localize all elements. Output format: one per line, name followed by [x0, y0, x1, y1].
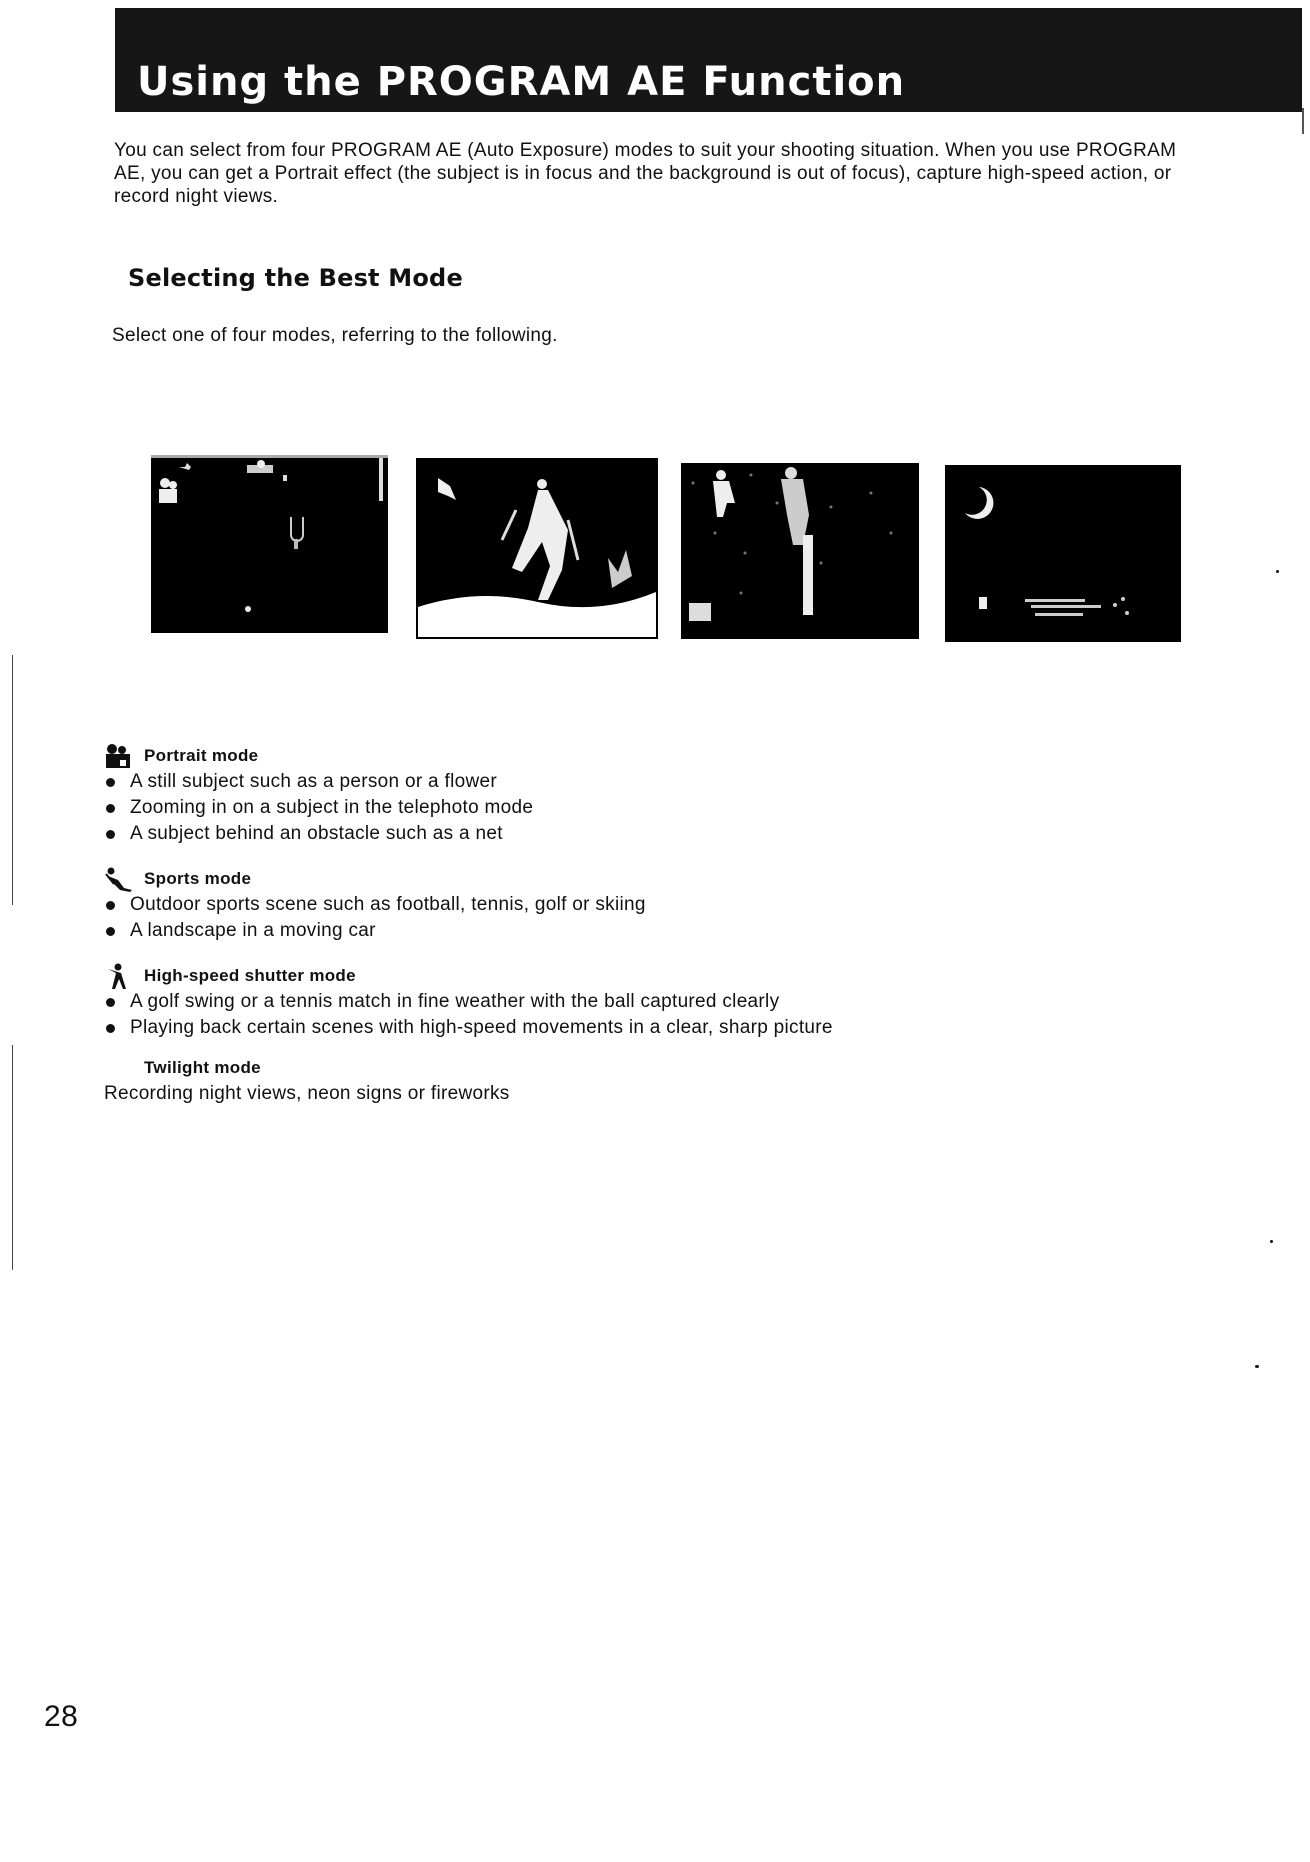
scan-speck [1270, 1240, 1273, 1243]
bullet-icon [106, 778, 115, 787]
section-heading: Selecting the Best Mode [128, 264, 463, 292]
bullet-icon [106, 901, 115, 910]
high-speed-shutter-mode-list [104, 989, 833, 1041]
sports-icon [104, 866, 134, 892]
scan-margin-line [12, 655, 13, 905]
portrait-icon [104, 743, 134, 769]
bullet-icon [106, 830, 115, 839]
sports-mode-list [104, 892, 646, 944]
sports-mode-section [104, 866, 646, 944]
scan-margin-line [12, 1045, 13, 1270]
twilight-icon [104, 1055, 134, 1081]
portrait-mode-section [104, 743, 533, 847]
bullet-icon [106, 927, 115, 936]
twilight-mode-description: Recording night views, neon signs or fireworks [104, 1083, 510, 1104]
bullet-icon [106, 998, 115, 1007]
scan-speck [1255, 1365, 1259, 1368]
title-bar [115, 8, 1302, 112]
portrait-mode-title: Portrait mode [144, 746, 259, 765]
intro-paragraph: You can select from four PROGRAM AE (Auto Exposure) modes to suit your shooting situation. When you use PROGRAM AE, you can get a Portrait effect (the subject is in focus and the background is out of focus), capture high-speed action, or record night views. [114, 140, 1177, 207]
sports-mode-photo [416, 458, 658, 639]
title-bar-tick [1302, 108, 1304, 134]
list-item: A golf swing or a tennis match in fine weather with the ball captured clearly [104, 989, 833, 1015]
twilight-mode-photo [945, 465, 1181, 642]
sports-mode-title: Sports mode [144, 869, 252, 888]
list-item: Outdoor sports scene such as football, tennis, golf or skiing [104, 892, 646, 918]
bullet-icon [106, 804, 115, 813]
twilight-mode-section [104, 1055, 510, 1107]
portrait-mode-list [104, 769, 533, 847]
high-speed-shutter-icon [104, 963, 134, 989]
portrait-mode-photo [151, 455, 388, 633]
list-item: Playing back certain scenes with high-speed movements in a clear, sharp picture [104, 1015, 833, 1041]
list-item: Zooming in on a subject in the telephoto mode [104, 795, 533, 821]
high-speed-shutter-mode-photo [681, 463, 919, 639]
scan-speck [1276, 570, 1279, 573]
instruction-text: Select one of four modes, referring to the following. [112, 325, 558, 346]
page-title: Using the PROGRAM AE Function [137, 59, 906, 105]
twilight-mode-title: Twilight mode [144, 1058, 261, 1077]
list-item: A subject behind an obstacle such as a net [104, 821, 533, 847]
high-speed-shutter-mode-title: High-speed shutter mode [144, 966, 356, 985]
bullet-icon [106, 1024, 115, 1033]
list-item: A landscape in a moving car [104, 918, 646, 944]
list-item: A still subject such as a person or a flower [104, 769, 533, 795]
page-number: 28 [44, 1700, 79, 1733]
high-speed-shutter-mode-section [104, 963, 833, 1041]
